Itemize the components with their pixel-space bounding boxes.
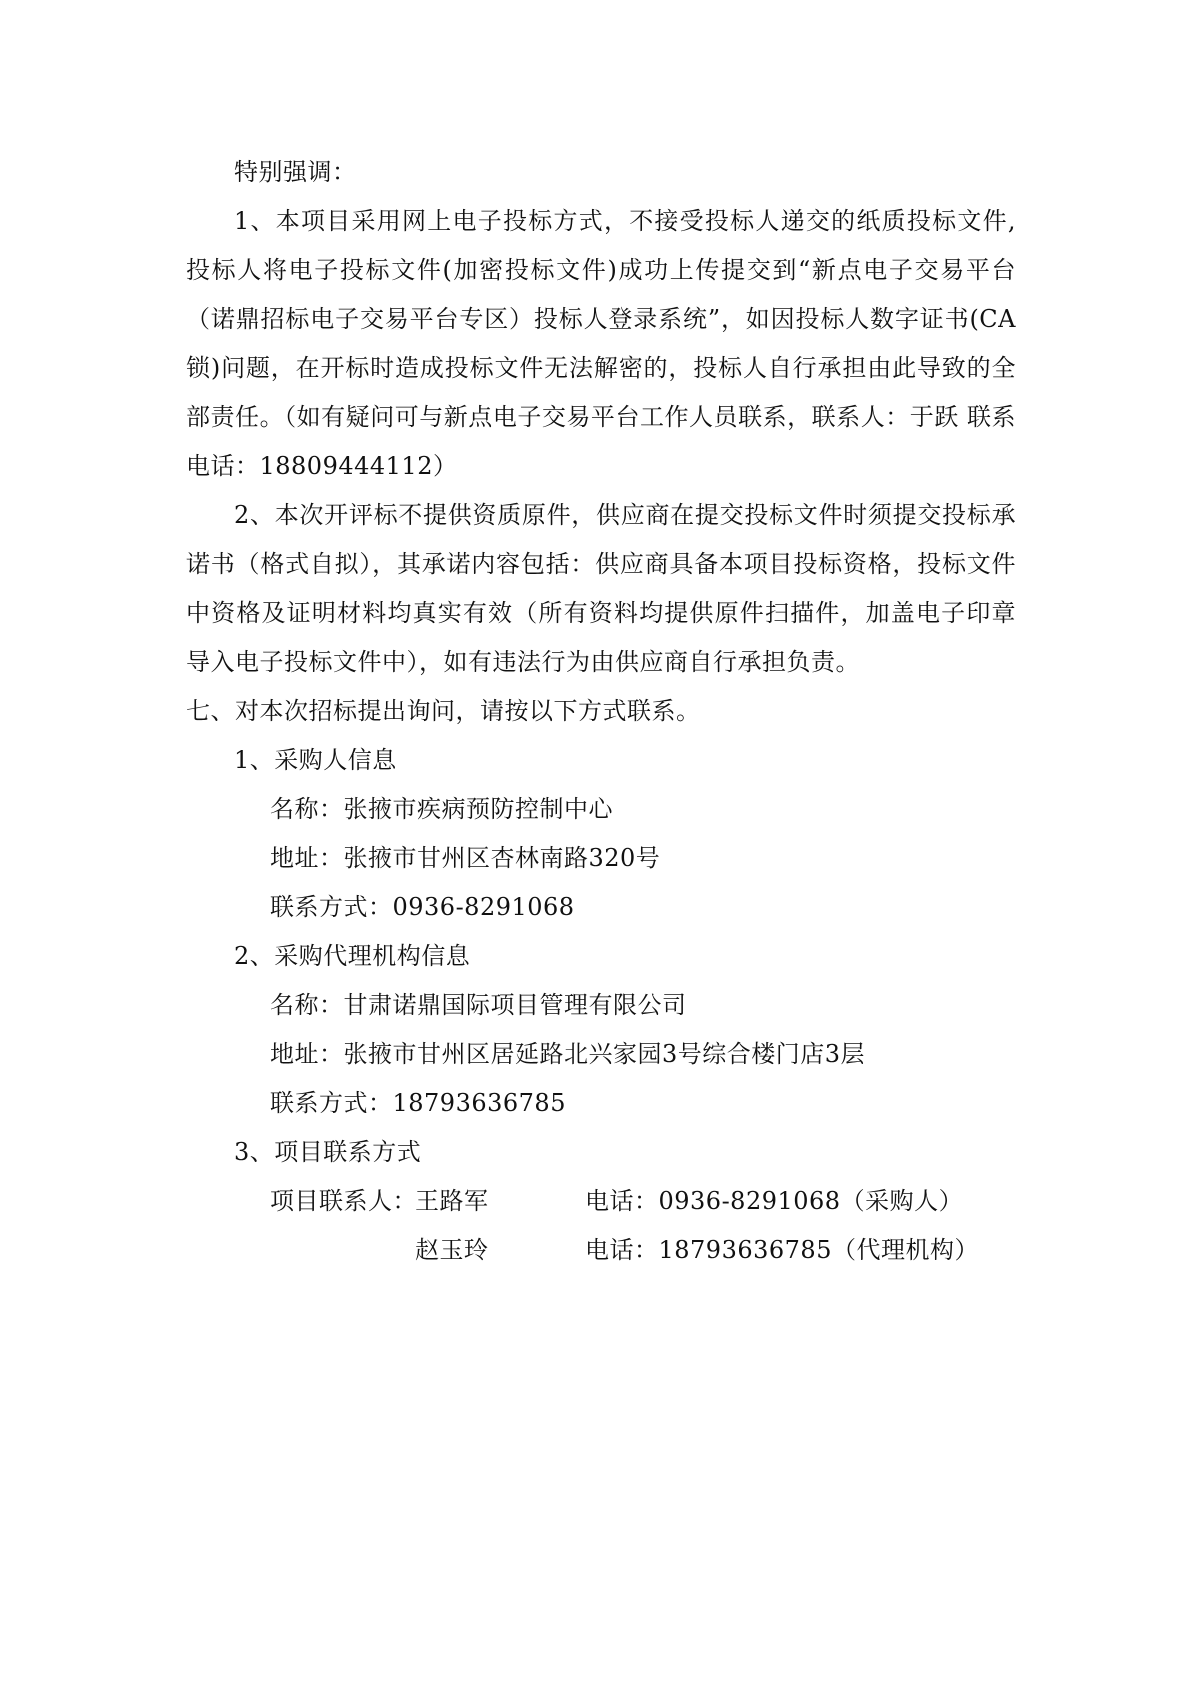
project-contact-heading: 3、项目联系方式	[234, 1138, 422, 1166]
project-contact-row	[186, 1226, 1016, 1275]
document-body	[186, 148, 1016, 1275]
emphasis-title: 特别强调：	[234, 158, 357, 186]
agency-address: 地址：张掖市甘州区居延路北兴家园3号综合楼门店3层	[270, 1040, 866, 1068]
buyer-address: 地址：张掖市甘州区杏林南路320号	[270, 844, 661, 872]
project-contact-label-spacer	[270, 1226, 415, 1275]
project-contact-name: 王路军	[415, 1187, 489, 1215]
buyer-contact: 联系方式：0936-8291068	[270, 893, 575, 921]
project-contact-phone: 电话：0936-8291068（采购人）	[585, 1187, 964, 1215]
notice-item-2: 2、本次开评标不提供资质原件，供应商在提交投标文件时须提交投标承诺书（格式自拟），其承诺内容包括：供应商具备本项目投标资格，投标文件中资格及证明材料均真实有效（所有资料均提供原件扫描件，加盖电子印章导入电子投标文件中），如有违法行为由供应商自行承担负责。	[186, 501, 1016, 676]
agency-contact: 联系方式：18793636785	[270, 1089, 566, 1117]
buyer-heading: 1、采购人信息	[234, 746, 397, 774]
project-contact-label: 项目联系人：	[270, 1187, 417, 1215]
buyer-name: 名称：张掖市疾病预防控制中心	[270, 795, 613, 823]
agency-name: 名称：甘肃诺鼎国际项目管理有限公司	[270, 991, 687, 1019]
agency-heading: 2、采购代理机构信息	[234, 942, 471, 970]
notice-item-1: 1、本项目采用网上电子投标方式，不接受投标人递交的纸质投标文件,投标人将电子投标文件(加密投标文件)成功上传提交到“新点电子交易平台（诺鼎招标电子交易平台专区）投标人登录系统”，如因投标人数字证书(CA锁)问题，在开标时造成投标文件无法解密的，投标人自行承担由此导致的全部责任。（如有疑问可与新点电子交易平台工作人员联系，联系人：于跃 联系电话：18809444112）	[186, 207, 1016, 480]
project-contact-phone: 电话：18793636785（代理机构）	[585, 1236, 979, 1264]
project-contact-name: 赵玉玲	[415, 1236, 489, 1264]
section-7-heading: 七、对本次招标提出询问，请按以下方式联系。	[186, 697, 701, 725]
project-contact-row	[186, 1177, 1016, 1226]
